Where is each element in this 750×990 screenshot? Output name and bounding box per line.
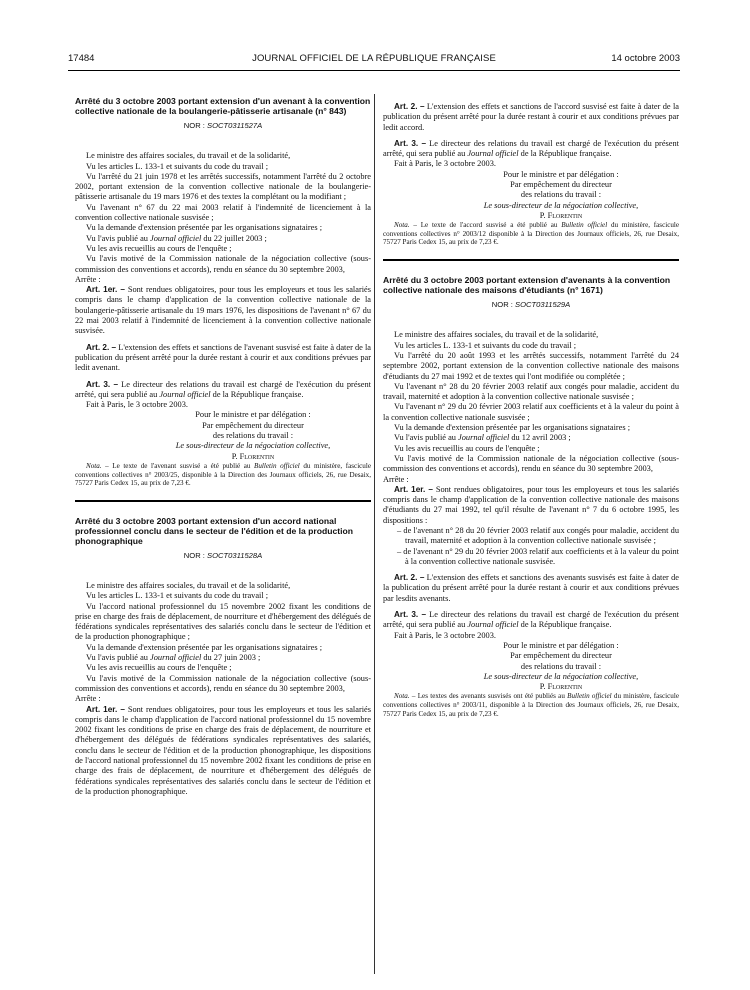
issue-date: 14 octobre 2003 [611, 53, 680, 64]
nor-label: NOR : [183, 550, 205, 560]
signature-line: des relations du travail : [520, 661, 602, 671]
article-label: Art. 2. – [394, 573, 425, 583]
nota-label: Nota. [394, 692, 410, 701]
article-separator-rule [383, 259, 679, 261]
nota-note [383, 221, 679, 247]
right-column [383, 96, 679, 718]
bulletin-officiel-ref: Bulletin officiel [561, 221, 608, 230]
journal-officiel-ref: Journal officiel [467, 149, 519, 159]
dispositions-list [383, 526, 679, 567]
article-text: Sont rendues obligatoires, pour tous les employeurs et tous les salariés compris dans le champ d'application de la convention collective nationale des maisons d'étudiants du 27 mai 1992, tel qu'il résulte de l'avenant n° 7 du 6 octobre 1995, les dispositions : [383, 484, 679, 525]
preamble-line [75, 653, 371, 663]
arrete-heading: Arrête : [383, 474, 409, 484]
article-label: Art. 2. – [86, 342, 117, 352]
arrete-heading: Arrête : [75, 274, 101, 284]
bulletin-officiel-ref: Bulletin officiel [567, 692, 612, 701]
article-text-end: de la République française. [520, 149, 612, 159]
article-label: Art. 2. – [394, 102, 425, 111]
signatory-name: P. Florentin [539, 210, 583, 220]
article-separator-rule [75, 500, 371, 502]
nor-code: SOCT0311529A [515, 300, 571, 310]
journal-officiel-ref: Journal officiel [159, 389, 211, 399]
preamble-line: Vu la demande d'extension présentée par les organisations signataires ; [86, 642, 323, 652]
article-label: Art. 3. – [394, 138, 427, 148]
journal-officiel-ref: Journal officiel [458, 433, 510, 443]
avis-date: du 27 juin 2003 ; [203, 653, 261, 663]
preamble-line: Vu l'avenant n° 29 du 20 février 2003 relatif aux coefficients et à la valeur du point à la convention collective nationale susvisée ; [383, 402, 679, 422]
avis-prefix: Vu l'avis publié au [86, 233, 148, 243]
preamble-line: Vu l'avis motivé de la Commission nationale de la négociation collective (sous-commission des conventions et accords), rendu en séance du 30 septembre 2003, [75, 254, 371, 274]
preamble-line [383, 433, 679, 443]
preamble-line: Le ministre des affaires sociales, du travail et de la solidarité, [86, 151, 291, 161]
article-3 [75, 380, 371, 401]
note-text: – Le texte de l'avenant susvisé a été publié au [105, 461, 251, 470]
preamble-line: Vu les articles L. 133-1 et suivants du code du travail ; [394, 340, 577, 350]
nor-code: SOCT0311528A [207, 550, 263, 560]
journal-officiel-ref: Journal officiel [150, 233, 202, 243]
note-text: – Les textes des avenants susvisés ont été publiés au [411, 692, 565, 701]
nor-reference [383, 300, 679, 310]
note-text: – Le texte de l'accord susvisé a été publié au [413, 221, 558, 230]
preamble-line: Le ministre des affaires sociales, du travail et de la solidarité, [394, 330, 599, 340]
signature-line: Par empêchement du directeur [202, 420, 304, 430]
page-header [68, 53, 680, 67]
arrete-heading: Arrête : [75, 694, 101, 704]
note-text-end: du ministère, fascicule conventions collectives n° 2003/12 disponible à la Direction des Journaux officiels, 26, rue Desaix, 75727 Paris Cedex 15, au prix de 7,23 €. [383, 221, 680, 247]
signatory-title: Le sous-directeur de la négociation collective, [175, 441, 331, 451]
avis-prefix: Vu l'avis publié au [394, 433, 456, 443]
article-1 [75, 705, 371, 798]
preamble-line: Vu la demande d'extension présentée par les organisations signataires ; [86, 223, 323, 233]
preamble-line: Vu l'avenant n° 28 du 20 février 2003 relatif aux congés pour maladie, accident du travail, maternité et adoption à la convention collective nationale susvisée ; [383, 381, 679, 402]
page-number: 17484 [68, 53, 95, 64]
signed-place-date: Fait à Paris, le 3 octobre 2003. [394, 159, 496, 169]
left-column [75, 96, 371, 797]
article-2 [383, 102, 679, 133]
journal-officiel-ref: Journal officiel [467, 620, 519, 630]
nor-code: SOCT0311527A [207, 121, 263, 130]
nor-reference [75, 121, 371, 131]
preamble-line: Vu les articles L. 133-1 et suivants du code du travail ; [86, 591, 269, 601]
article-text: L'extension des effets et sanctions des avenants susvisés est faite à dater de la publication du présent arrêté pour la durée restant à courir et aux conditions prévues par lesdits avenants. [383, 573, 679, 603]
signed-place-date: Fait à Paris, le 3 octobre 2003. [394, 630, 496, 640]
avis-prefix: Vu l'avis publié au [86, 653, 148, 663]
signature-block [443, 170, 679, 221]
signatory-name: P. Florentin [231, 451, 275, 461]
signature-block [443, 641, 679, 692]
nota-label: Nota. [86, 461, 102, 470]
article-2 [75, 343, 371, 374]
article-maisons-etudiants [383, 275, 679, 718]
preamble-line [75, 234, 371, 244]
article-label: Art. 1er. – [394, 484, 433, 494]
note-text-end: du ministère, fascicule conventions collectives n° 2003/25, disponible à la Direction des Journaux officiels, 26, rue Desaix, 75727 Paris Cedex 15, au prix de 7,23 €. [75, 461, 371, 488]
article-label: Art. 3. – [394, 610, 427, 620]
article-text: Le directeur des relations du travail est chargé de l'exécution du présent arrêté, qui sera publié au [383, 138, 679, 159]
article-edition-phonographique-continued [383, 96, 679, 261]
article-3 [383, 139, 679, 160]
preamble-line: Vu l'avenant n° 67 du 22 mai 2003 relatif à l'indemnité de licenciement à la convention collective nationale susvisée ; [75, 202, 371, 223]
preamble-line: Vu l'arrêté du 21 juin 1978 et les arrêtés successifs, notamment l'arrêté du 2 octobre 2002, portant extension de la convention collective nationale de la boulangerie-pâtisserie artisanale du 19 mars 1976 et des textes la complétant ou la modifiant ; [75, 171, 371, 202]
nota-label: Nota. [394, 221, 410, 230]
nota-note [383, 692, 679, 718]
article-title: Arrêté du 3 octobre 2003 portant extension d'avenants à la convention collective nationale des maisons d'étudiants (n° 1671) [383, 275, 671, 296]
list-item: – de l'avenant n° 28 du 20 février 2003 relatif aux congés pour maladie, accident du travail, maternité et adoption à la convention collective nationale susvisée ; [397, 525, 679, 546]
signature-line: Par empêchement du directeur [510, 651, 612, 661]
article-text: Le directeur des relations du travail est chargé de l'exécution du présent arrêté, qui sera publié au [383, 610, 679, 630]
nor-label: NOR : [183, 121, 205, 130]
signatory-title: Le sous-directeur de la négociation collective, [483, 200, 639, 210]
signature-line: Par empêchement du directeur [510, 180, 612, 190]
signature-line: des relations du travail : [520, 190, 602, 200]
article-1 [75, 285, 371, 336]
preamble-line: Vu les avis recueillis au cours de l'enquête ; [86, 663, 232, 673]
nor-label: NOR : [491, 300, 513, 310]
signatory-title: Le sous-directeur de la négociation collective, [483, 671, 639, 681]
article-title: Arrêté du 3 octobre 2003 portant extension d'un accord national professionnel conclu dans le secteur de l'édition et de la production phonographique [75, 515, 354, 546]
article-2 [383, 573, 679, 604]
preamble-line: Vu la demande d'extension présentée par les organisations signataires ; [394, 423, 631, 433]
article-3 [383, 610, 679, 631]
article-text: Le directeur des relations du travail est chargé de l'exécution du présent arrêté, qui sera publié au [75, 379, 371, 399]
article-boulangerie [75, 96, 371, 502]
article-text-end: de la République française. [520, 620, 612, 630]
header-rule [68, 70, 680, 71]
article-edition-phonographique [75, 516, 371, 798]
list-item: – de l'avenant n° 29 du 20 février 2003 relatif aux coefficients et à la valeur du point à la convention collective nationale susvisée. [397, 546, 679, 566]
signature-line: Pour le ministre et par délégation : [503, 169, 619, 179]
preamble-line: Vu l'avis motivé de la Commission nationale de la négociation collective (sous-commission des conventions et accords), rendu en séance du 30 septembre 2003, [75, 673, 371, 693]
article-label: Art. 1er. – [86, 704, 125, 714]
article-label: Art. 3. – [86, 379, 119, 389]
preamble-line: Vu l'arrêté du 20 août 1993 et les arrêtés successifs, notamment l'arrêté du 24 septembre 2002, portant extension de la convention collective nationale des maisons d'étudiants du 27 mai 1992 et de textes qui l'ont modifiée ou complétée ; [383, 350, 679, 381]
article-text: Sont rendues obligatoires, pour tous les employeurs et tous les salariés compris dans le champ d'application de l'accord national professionnel du 15 novembre 2002 fixant les conditions de prise en charge des frais de déplacement, de nourriture et d'hébergement des délégués de fédérations syndicales représentatives des salariés, conclu dans le secteur de l'édition et de la production phonographique, les dispositions de l'accord national professionnel du 15 novembre 2002 fixant les conditions de prise en charge des frais de déplacement, de nourriture et d'hébergement des délégués de fédérations syndicales représentatives des salariés conclu dans le secteur de l'édition et de la production phonographique. [75, 704, 371, 796]
article-title: Arrêté du 3 octobre 2003 portant extension d'un avenant à la convention collective nationale de la boulangerie-pâtisserie artisanale (n° 843) [75, 96, 371, 116]
journal-title: JOURNAL OFFICIEL DE LA RÉPUBLIQUE FRANÇAISE [252, 53, 496, 64]
signatory-name: P. Florentin [539, 682, 583, 692]
avis-date: du 12 avril 2003 ; [511, 433, 571, 443]
article-text-end: de la République française. [212, 389, 304, 399]
column-divider [374, 94, 375, 974]
preamble-line: Vu les articles L. 133-1 et suivants du code du travail ; [86, 161, 269, 171]
signature-line: des relations du travail : [212, 431, 294, 441]
preamble-line: Vu l'avis motivé de la Commission nationale de la négociation collective (sous-commission des conventions et accords), rendu en séance du 30 septembre 2003, [383, 453, 679, 474]
signed-place-date: Fait à Paris, le 3 octobre 2003. [86, 400, 188, 410]
note-text-end: du ministère, fascicule conventions collectives n° 2003/11, disponible à la Direction des Journaux officiels, 26, rue Desaix, 75727 Paris Cedex 15, au prix de 7,23 €. [383, 692, 679, 718]
avis-date: du 22 juillet 2003 ; [203, 233, 267, 243]
bulletin-officiel-ref: Bulletin officiel [254, 461, 300, 470]
article-1 [383, 485, 679, 526]
signature-line: Pour le ministre et par délégation : [195, 410, 311, 420]
signature-block [135, 410, 371, 461]
article-text: L'extension des effets et sanctions de l'avenant susvisé est faite à dater de la publication du présent arrêté pour la durée restant à courir et aux conditions prévues par ledit avenant. [75, 342, 371, 373]
journal-officiel-ref: Journal officiel [150, 653, 202, 663]
article-text: Sont rendues obligatoires, pour tous les employeurs et tous les salariés compris dans le champ d'application de la convention collective nationale de la boulangerie-pâtisserie artisanale du 19 mars 1976, les dispositions de l'avenant n° 67 du 22 mai 2003 relatif à l'indemnité de licenciement à la convention collective nationale susvisée. [75, 285, 371, 336]
preamble-line: Vu les avis recueillis au cours de l'enquête ; [86, 243, 232, 253]
article-text: L'extension des effets et sanctions de l'accord susvisé est faite à dater de la publication du présent arrêté pour la durée restant à courir et aux conditions prévues par ledit accord. [383, 102, 679, 132]
article-label: Art. 1er. – [86, 285, 125, 295]
nota-note [75, 462, 371, 488]
preamble-line: Vu les avis recueillis au cours de l'enquête ; [394, 443, 540, 453]
preamble-line: Le ministre des affaires sociales, du travail et de la solidarité, [86, 580, 291, 590]
preamble-line: Vu l'accord national professionnel du 15 novembre 2002 fixant les conditions de prise en charge des frais de déplacement, de nourriture et d'hébergement des délégués de fédérations syndicales représentatives des salariés conclu dans le secteur de l'édition et de la production phonographique ; [75, 601, 371, 642]
signature-line: Pour le ministre et par délégation : [503, 640, 619, 650]
nor-reference [75, 551, 371, 561]
